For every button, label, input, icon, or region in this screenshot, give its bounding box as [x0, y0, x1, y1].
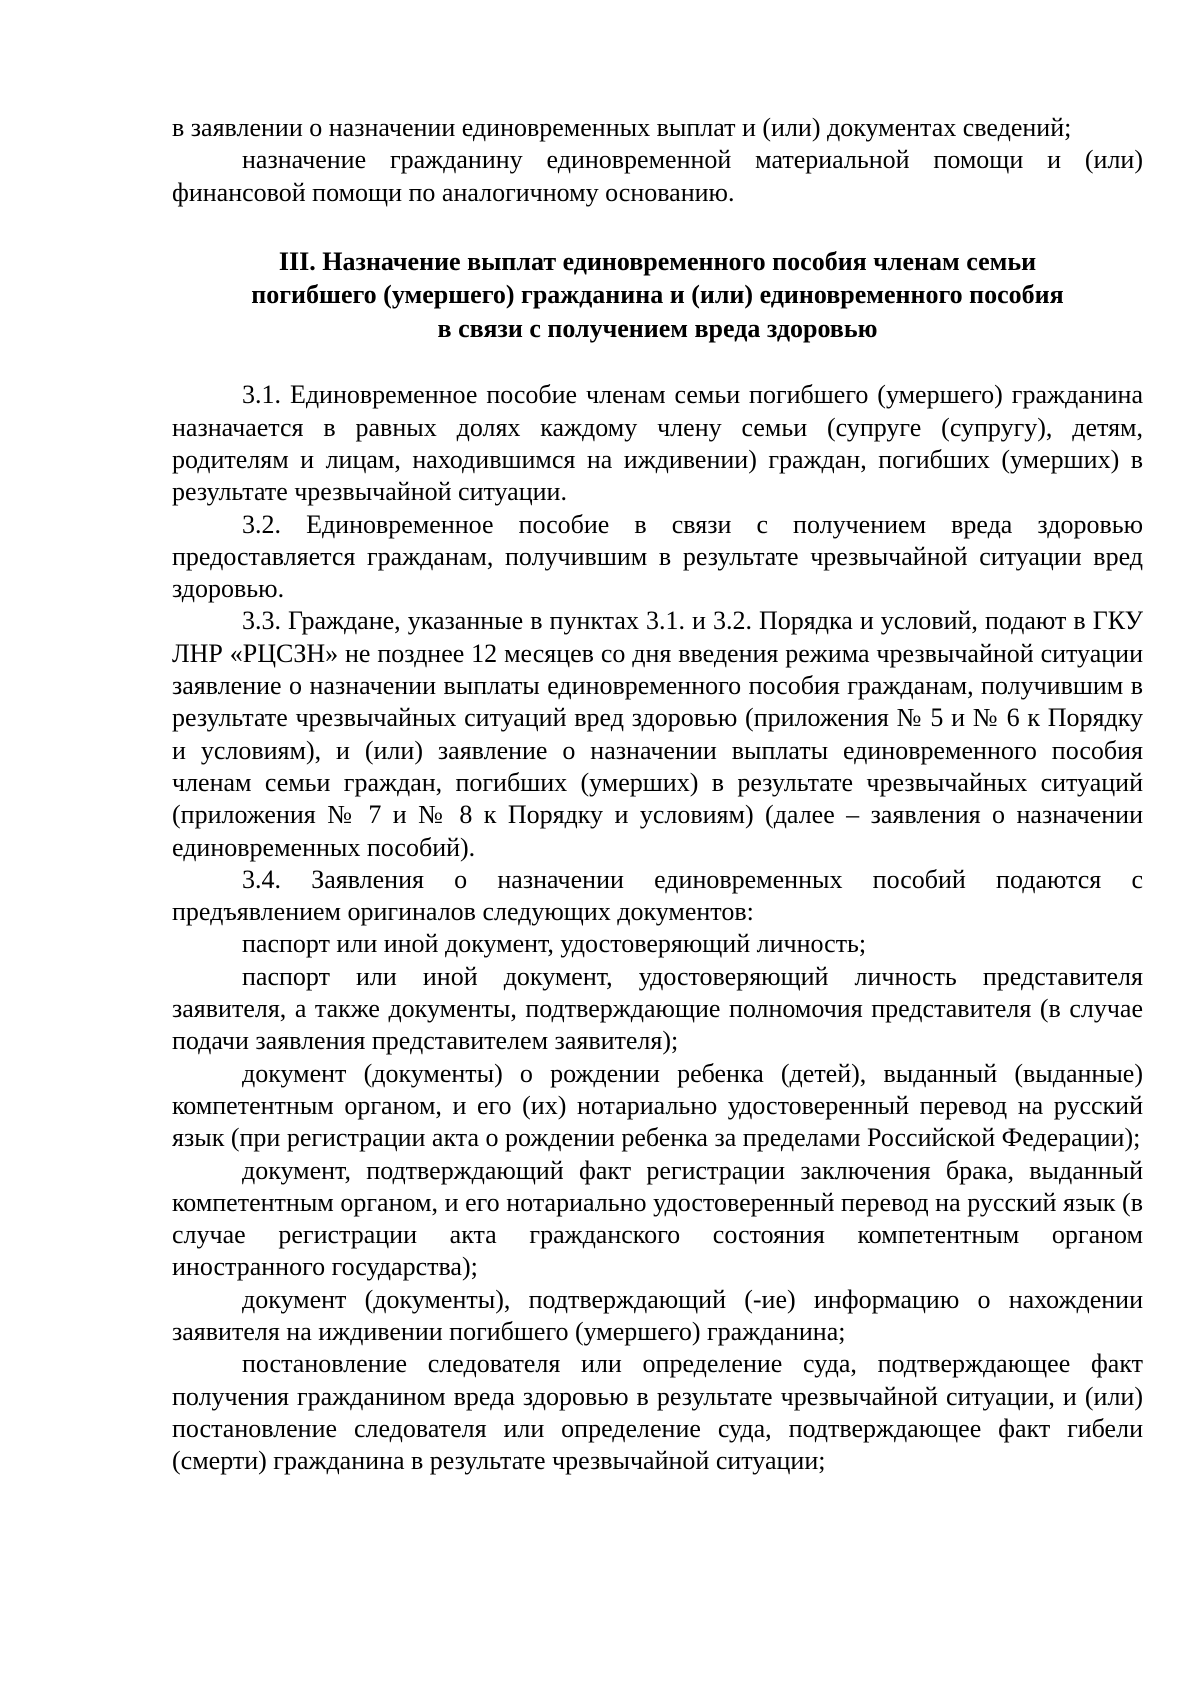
document-list-item: паспорт или иной документ, удостоверяющий личность; — [242, 929, 867, 959]
document-list-item: документ (документы), подтверждающий (-ие) информацию о нахождении заявителя на иждивении погибшего (умершего) гражданина; — [172, 1284, 1143, 1346]
paragraph-intro-continuation: в заявлении о назначении единовременных выплат и (или) документах сведений; — [172, 113, 1072, 142]
section-heading — [172, 245, 1143, 346]
paragraph-intro-assignment: назначение гражданину единовременной материальной помощи и (или) финансовой помощи по аналогичному основанию. — [172, 145, 1143, 207]
section-heading-line-1: III. Назначение выплат единовременного пособия членам семьи — [278, 246, 1037, 276]
document-list-item: паспорт или иной документ, удостоверяющий личность представителя заявителя, а также документы, подтверждающие полномочия представителя (в случае подачи заявления представителем заявителя); — [172, 961, 1143, 1056]
paragraph-3-1: 3.1. Единовременное пособие членам семьи погибшего (умершего) гражданина назначается в равных долях каждому члену семьи (супруге (супругу), детям, родителям и лицам, находившимся на иждивении) граждан, погибших (умерших) в результате чрезвычайной ситуации. — [172, 380, 1143, 507]
document-list-item: документ (документы) о рождении ребенка (детей), выданный (выданные) компетентным органом, и его (их) нотариально удостоверенный перевод на русский язык (при регистрации акта о рождении ребенка за пределами Российской Федерации); — [172, 1058, 1143, 1153]
document-list-item: документ, подтверждающий факт регистрации заключения брака, выданный компетентным органом, и его нотариально удостоверенный перевод на русский язык (в случае регистрации акта гражданского состояния компетентным органом иностранного государства); — [172, 1155, 1143, 1282]
paragraph-3-3: 3.3. Граждане, указанные в пунктах 3.1. и 3.2. Порядка и условий, подают в ГКУ ЛНР «РЦСЗН» не позднее 12 месяцев со дня введения режима чрезвычайной ситуации заявление о назначении выплаты единовременного пособия гражданам, получившим в результате чрезвычайных ситуаций вред здоровью (приложения № 5 и № 6 к Порядку и условиям), и (или) заявление о назначении выплаты единовременного пособия членам семьи граждан, погибших (умерших) в результате чрезвычайных ситуаций (приложения № 7 и № 8 к Порядку и условиям) (далее – заявления о назначении единовременных пособий). — [172, 606, 1143, 862]
paragraph-3-4: 3.4. Заявления о назначении единовременных пособий подаются с предъявлением оригиналов следующих документов: — [172, 864, 1143, 927]
paragraph-3-2: 3.2. Единовременное пособие в связи с получением вреда здоровью предоставляется гражданам, получившим в результате чрезвычайной ситуации вред здоровью. — [172, 509, 1143, 604]
document-list-item: постановление следователя или определение суда, подтверждающее факт получения гражданином вреда здоровью в результате чрезвычайной ситуации, и (или) постановление следователя или определение суда, подтверждающее факт гибели (смерти) гражданина в результате чрезвычайной ситуации; — [172, 1349, 1143, 1476]
section-heading-line-3: в связи с получением вреда здоровью — [437, 313, 878, 343]
section-heading-line-2: погибшего (умершего) гражданина и (или) единовременного пособия — [251, 280, 1064, 310]
document-page — [172, 112, 1143, 1477]
